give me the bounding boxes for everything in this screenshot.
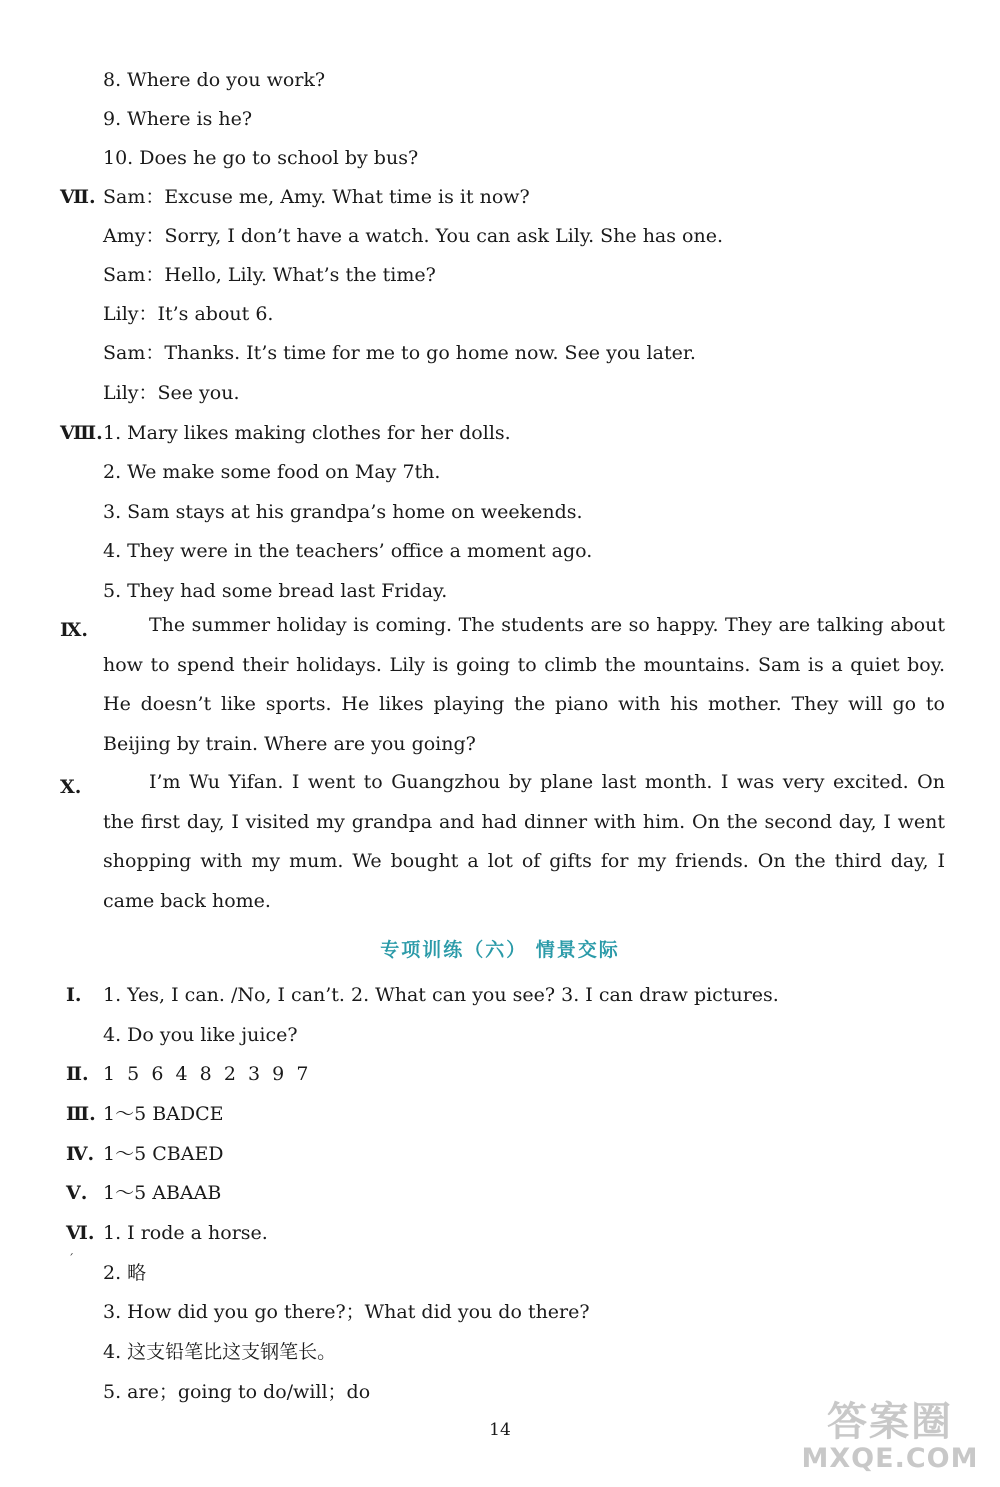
watermark-bottom: MXQE.COM [801, 1443, 979, 1474]
section-number: Ⅸ. [60, 619, 89, 641]
answer-line: 3. Sam stays at his grandpa’s home on weekends. [103, 501, 583, 523]
section-title: 专项训练（六） 情景交际 [380, 939, 620, 961]
answer-line: 4. They were in the teachers’ office a moment ago. [103, 540, 593, 562]
answer-line: 1. I rode a horse. [103, 1222, 268, 1244]
answer-line: 10. Does he go to school by bus? [103, 147, 419, 169]
paragraph [103, 606, 945, 764]
answer-line: 4. Do you like juice? [103, 1024, 298, 1046]
section-number: Ⅹ. [60, 776, 82, 798]
answer-line: 4. 这支铅笔比这支钢笔长。 [103, 1341, 337, 1363]
dialogue-line: Lily：See you. [103, 382, 240, 404]
answer-line: 1. Mary likes making clothes for her dolls. [103, 422, 511, 444]
section-number: Ⅵ. [66, 1222, 95, 1244]
answer-line: 1 5 6 4 8 2 3 9 7 [103, 1063, 309, 1085]
section-number: Ⅶ. [60, 186, 96, 208]
section-number: Ⅲ. [66, 1103, 96, 1125]
answer-line: 1～5 ABAAB [103, 1182, 222, 1204]
answer-line: 2. 略 [103, 1262, 147, 1284]
answer-line: 1～5 CBAED [103, 1143, 224, 1165]
section-number: Ⅴ. [66, 1182, 88, 1204]
section-number: Ⅱ. [66, 1063, 89, 1085]
answer-line: 5. They had some bread last Friday. [103, 580, 448, 602]
dialogue-line: Sam：Thanks. It’s time for me to go home now. See you later. [103, 342, 696, 364]
stray-mark: ˊ [68, 1252, 74, 1266]
paragraph [103, 763, 945, 921]
watermark-top: 答案圈 [827, 1399, 953, 1445]
section-number: Ⅷ. [60, 422, 103, 444]
answer-line: 8. Where do you work? [103, 69, 326, 91]
section-number: Ⅳ. [66, 1143, 95, 1165]
page-number: 14 [489, 1420, 511, 1440]
dialogue-line: Sam：Excuse me, Amy. What time is it now? [103, 186, 530, 208]
watermark-logo [800, 1400, 980, 1475]
dialogue-line: Sam：Hello, Lily. What’s the time? [103, 264, 436, 286]
dialogue-line: Amy：Sorry, I don’t have a watch. You can ask Lily. She has one. [103, 225, 724, 247]
answer-line: 2. We make some food on May 7th. [103, 461, 441, 483]
answer-line: 5. are；going to do/will；do [103, 1381, 371, 1403]
paragraph-text: The summer holiday is coming. The students are so happy. They are talking about how to spend their holidays. Lily is going to climb the mountains. Sam is a quiet boy. He doesn’t like sports. He likes playing the piano with his mother. They will go to Beijing by train. Where are you going? [103, 614, 945, 755]
answer-line: 1. Yes, I can. /No, I can’t. 2. What can you see? 3. I can draw pictures. [103, 984, 779, 1006]
answer-line: 3. How did you go there?；What did you do there? [103, 1301, 590, 1323]
section-number: Ⅰ. [66, 984, 82, 1006]
paragraph-text: I’m Wu Yifan. I went to Guangzhou by plane last month. I was very excited. On the first day, I visited my grandpa and had dinner with him. On the second day, I went shopping with my mum. We bought a lot of gifts for my friends. On the third day, I came back home. [103, 771, 945, 912]
dialogue-line: Lily：It’s about 6. [103, 303, 274, 325]
answer-line: 9. Where is he? [103, 108, 253, 130]
answer-line: 1～5 BADCE [103, 1103, 224, 1125]
